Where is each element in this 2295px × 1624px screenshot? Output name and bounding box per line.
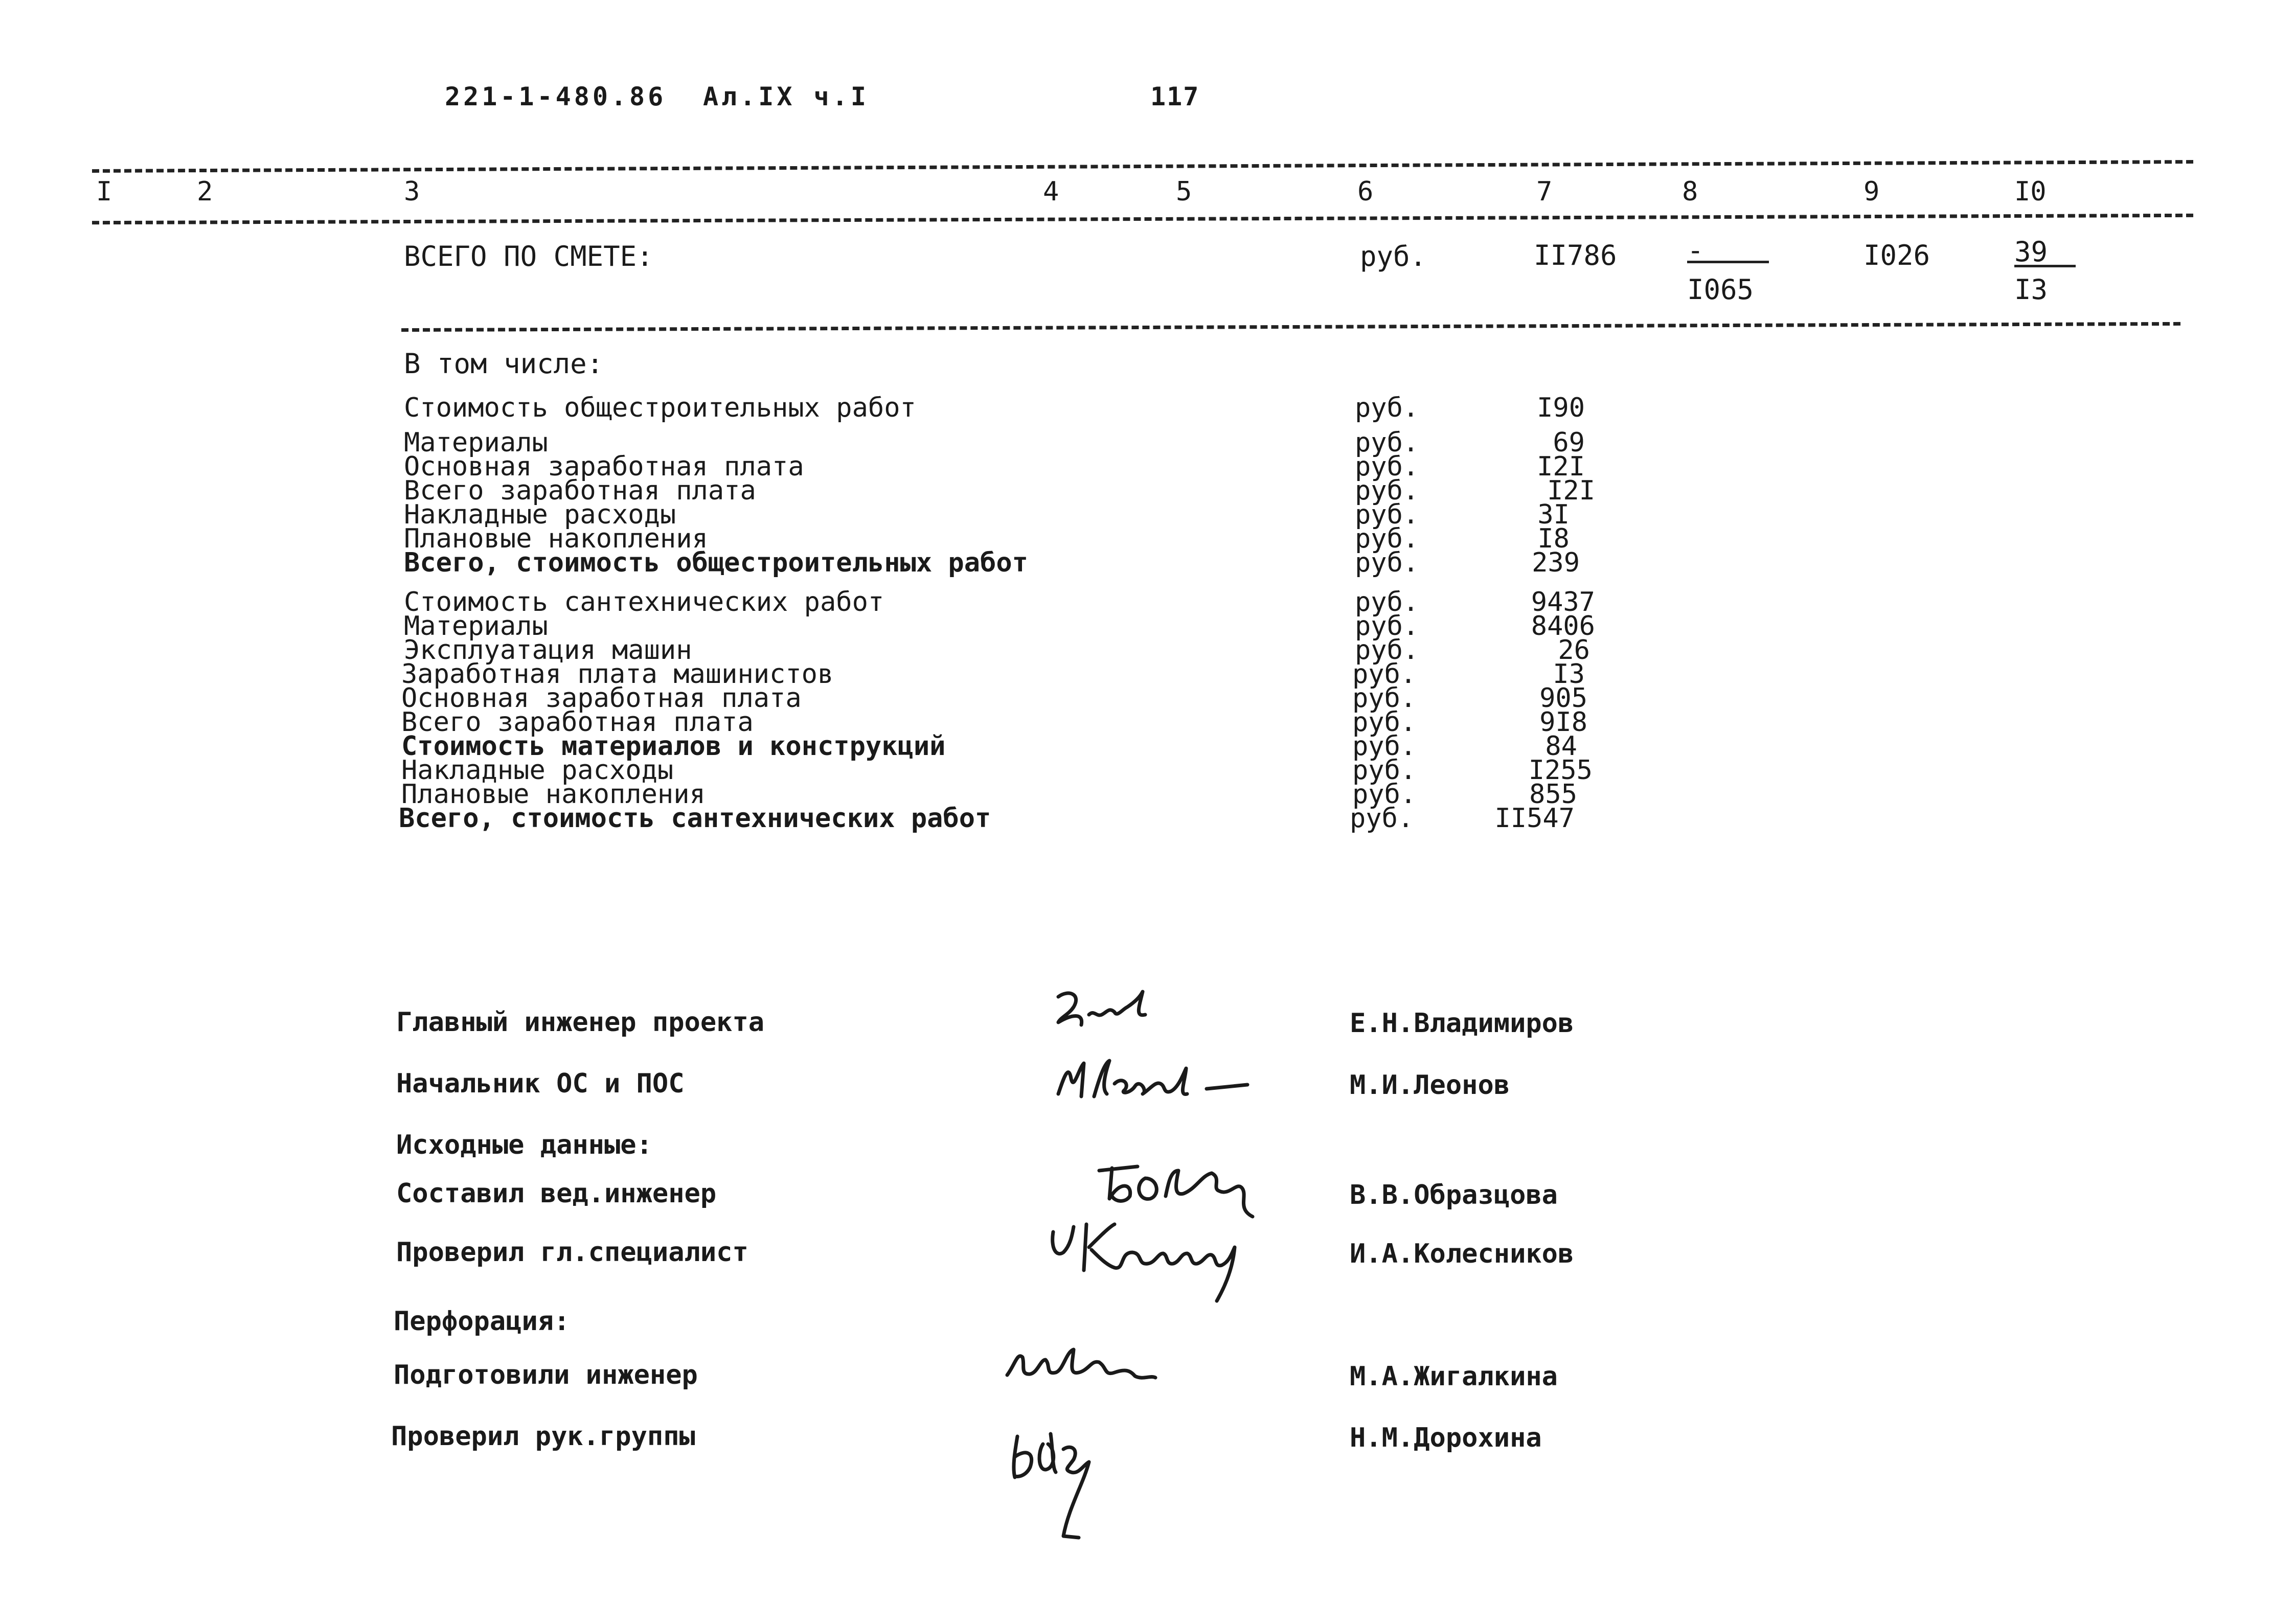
- row-unit: руб.: [1355, 427, 1419, 458]
- row-unit: руб.: [1352, 707, 1417, 738]
- signature-group-checked-by: [1007, 1421, 1120, 1539]
- row-value: I90: [1537, 393, 1585, 423]
- page-number: 117: [1150, 82, 1200, 111]
- row-label: Основная заработная плата: [401, 683, 802, 714]
- compiled-by-name: В.В.Образцова: [1350, 1180, 1558, 1210]
- compiled-by-title: Составил вед.инженер: [396, 1178, 717, 1209]
- album-reference: Ал.IX ч.I: [703, 82, 869, 111]
- grand-total-col8-bottom: I065: [1687, 273, 1754, 306]
- row-label: Всего, стоимость сантехнических работ: [399, 803, 991, 834]
- row-value: 26: [1558, 635, 1590, 666]
- grand-total-unit: руб.: [1360, 240, 1427, 272]
- column-number-2: 2: [197, 176, 213, 207]
- checked-by-title: Проверил гл.специалист: [396, 1237, 748, 1268]
- grand-total-col8-top: -: [1687, 240, 1769, 263]
- grand-total-col7: II786: [1534, 239, 1617, 271]
- row-value: I255: [1528, 755, 1593, 786]
- head-os-pos-title: Начальник ОС и ПОС: [396, 1068, 685, 1099]
- prepared-by-title: Подготовили инженер: [394, 1360, 698, 1390]
- row-unit: руб.: [1355, 451, 1419, 482]
- source-data-heading: Исходные данные:: [396, 1130, 652, 1160]
- row-value: 8406: [1531, 611, 1595, 642]
- row-label: Материалы: [404, 611, 548, 642]
- grand-total-col9: I026: [1864, 239, 1930, 271]
- row-value: 905: [1539, 683, 1587, 714]
- row-label: Стоимость общестроительных работ: [404, 393, 916, 423]
- row-label: Стоимость сантехнических работ: [404, 587, 884, 617]
- row-label: Материалы: [404, 427, 548, 458]
- chief-engineer-title: Главный инженер проекта: [396, 1007, 765, 1038]
- row-label: Плановые накопления: [401, 779, 706, 810]
- grand-total-label: ВСЕГО ПО СМЕТЕ:: [404, 240, 653, 272]
- row-value: II547: [1494, 803, 1575, 834]
- row-value: 9I8: [1539, 707, 1587, 738]
- column-number-3: 3: [404, 176, 420, 207]
- document-code: 221-1-480.86: [445, 82, 667, 111]
- column-number-1: I: [96, 176, 112, 207]
- row-unit: руб.: [1352, 755, 1417, 786]
- column-number-8: 8: [1682, 176, 1698, 207]
- row-unit: руб.: [1352, 779, 1417, 810]
- total-dashed-rule: [401, 322, 2180, 332]
- column-number-9: 9: [1864, 176, 1880, 207]
- row-label: Стоимость материалов и конструкций: [401, 731, 946, 762]
- column-number-7: 7: [1536, 176, 1553, 207]
- signature-chief-engineer: [1053, 987, 1155, 1043]
- prepared-by-name: М.А.Жигалкина: [1350, 1361, 1558, 1392]
- row-unit: руб.: [1352, 659, 1417, 690]
- including-subtitle: В том числе:: [404, 348, 604, 380]
- row-value: 239: [1532, 547, 1580, 578]
- column-number-5: 5: [1176, 176, 1192, 207]
- table-row: [404, 547, 1580, 578]
- row-label: Всего заработная плата: [404, 475, 756, 506]
- chief-engineer-name: Е.Н.Владимиров: [1350, 1008, 1574, 1039]
- row-value: 69: [1553, 427, 1585, 458]
- signature-checked-by: [1048, 1217, 1283, 1303]
- top-dashed-rule: [92, 160, 2193, 173]
- row-value: I2I: [1537, 451, 1585, 482]
- row-value: 9437: [1531, 587, 1595, 617]
- row-unit: руб.: [1355, 499, 1419, 530]
- header-dashed-rule: [92, 214, 2193, 224]
- row-label: Заработная плата машинистов: [401, 659, 834, 690]
- table-row: [399, 803, 1575, 834]
- group-checked-by-name: Н.М.Дорохина: [1350, 1423, 1542, 1453]
- row-label: Плановые накопления: [404, 523, 708, 554]
- checked-by-name: И.А.Колесников: [1350, 1239, 1574, 1269]
- column-number-4: 4: [1043, 176, 1059, 207]
- row-unit: руб.: [1352, 683, 1417, 714]
- row-unit: руб.: [1352, 731, 1417, 762]
- row-label: Накладные расходы: [404, 499, 676, 530]
- general-works-heading-row: [404, 393, 1585, 423]
- row-value: I8: [1537, 523, 1570, 554]
- row-unit: руб.: [1355, 635, 1419, 666]
- head-os-pos-name: М.И.Леонов: [1350, 1070, 1510, 1101]
- row-unit: руб.: [1355, 393, 1419, 423]
- row-unit: руб.: [1355, 475, 1419, 506]
- signature-prepared-by: [1002, 1344, 1166, 1390]
- row-value: 3I: [1537, 499, 1570, 530]
- column-number-10: I0: [2014, 176, 2047, 207]
- row-label: Накладные расходы: [401, 755, 674, 786]
- perforation-heading: Перфорация:: [394, 1306, 570, 1337]
- row-value: I3: [1553, 659, 1585, 690]
- row-value: 855: [1529, 779, 1577, 810]
- row-unit: руб.: [1355, 611, 1419, 642]
- column-number-6: 6: [1357, 176, 1374, 207]
- row-label: Эксплуатация машин: [404, 635, 692, 666]
- row-unit: руб.: [1355, 547, 1419, 578]
- signature-head-os-pos: [1053, 1053, 1309, 1109]
- row-unit: руб.: [1350, 803, 1414, 834]
- row-unit: руб.: [1355, 587, 1419, 617]
- grand-total-col10-bottom: I3: [2014, 273, 2048, 306]
- grand-total-col10-top: 39: [2014, 239, 2076, 267]
- row-label: Всего, стоимость общестроительных работ: [404, 547, 1028, 578]
- row-label: Всего заработная плата: [401, 707, 754, 738]
- group-checked-by-title: Проверил рук.группы: [391, 1421, 695, 1452]
- row-value: I2I: [1547, 475, 1595, 506]
- row-value: 84: [1545, 731, 1577, 762]
- row-label: Основная заработная плата: [404, 451, 804, 482]
- row-unit: руб.: [1355, 523, 1419, 554]
